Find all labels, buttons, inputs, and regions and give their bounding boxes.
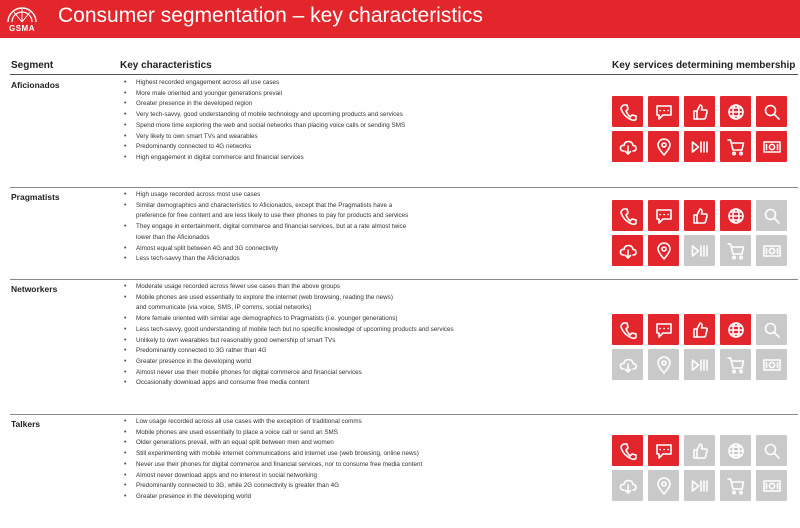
list-item: lower than the Aficionados — [136, 233, 210, 241]
shopping-cart-icon — [720, 349, 751, 380]
list-item: • Almost equal split between 4G and 3G connectivity — [122, 244, 602, 255]
cloud-download-icon — [612, 470, 643, 501]
location-pin-icon — [648, 235, 679, 266]
list-item: • Never use their phones for digital commerce and financial services, nor to consume free media content — [122, 460, 602, 471]
chat-icon — [648, 435, 679, 466]
chat-icon — [648, 314, 679, 345]
list-item: • Predominantly connected to 3G rather than 4G — [122, 346, 602, 357]
header-divider — [10, 74, 798, 75]
thumbs-up-icon — [684, 435, 715, 466]
media-play-icon — [684, 470, 715, 501]
column-header-services: Key services determining membership — [612, 60, 796, 71]
list-item: • Occasionally download apps and consume free media content — [122, 378, 602, 389]
media-play-icon — [684, 131, 715, 162]
column-header-characteristics: Key characteristics — [120, 60, 212, 71]
globe-icon — [720, 200, 751, 231]
section-divider — [10, 187, 798, 188]
characteristics-list — [122, 417, 602, 503]
phone-icon — [612, 200, 643, 231]
list-item: • Almost never download apps and no interest in social networking — [122, 471, 602, 482]
list-item: • Greater presence in the developing world — [122, 357, 602, 368]
list-item: • Almost never use their mobile phones for digital commerce and financial services — [122, 368, 602, 379]
list-item: • High usage recorded across most use cases — [122, 190, 602, 201]
segment-name: Aficionados — [11, 80, 60, 90]
shopping-cart-icon — [720, 131, 751, 162]
media-play-icon — [684, 235, 715, 266]
section-divider — [10, 414, 798, 415]
list-item: • Highest recorded engagement across all use cases — [122, 78, 602, 89]
search-icon — [756, 96, 787, 127]
segment-name: Talkers — [11, 419, 41, 429]
characteristics-list — [122, 282, 602, 389]
chat-icon — [648, 96, 679, 127]
globe-icon — [720, 435, 751, 466]
search-icon — [756, 435, 787, 466]
list-item: • Less tech-savvy than the Aficionados — [122, 254, 602, 265]
page-title: Consumer segmentation – key characteristics — [58, 4, 483, 27]
list-item: • Low usage recorded across all use cases with the exception of traditional comms — [122, 417, 602, 428]
list-item: • Greater presence in the developing world — [122, 492, 602, 503]
cloud-download-icon — [612, 131, 643, 162]
list-item: • Less tech-savvy, good understanding of mobile tech but no specific knowledge of upcoming products and services — [122, 325, 602, 336]
money-icon — [756, 470, 787, 501]
list-item: and communicate (via voice, SMS, IP comms, social networks) — [136, 304, 312, 312]
list-item: • Predominantly connected to 4G networks — [122, 142, 602, 153]
location-pin-icon — [648, 349, 679, 380]
title-bar — [0, 0, 800, 38]
list-item: • Still experimenting with mobile internet communications and internet use (web browsing, online news) — [122, 449, 602, 460]
segment-name: Pragmatists — [11, 192, 60, 202]
characteristics-list — [122, 78, 602, 164]
list-item: • Moderate usage recorded across fewer use cases than the above groups — [122, 282, 602, 293]
list-item: • Unlikely to own wearables but reasonably good ownership of smart TVs — [122, 336, 602, 347]
list-item: • Mobile phones are used essentially to place a voice call or send an SMS — [122, 428, 602, 439]
section-divider — [10, 279, 798, 280]
shopping-cart-icon — [720, 470, 751, 501]
segment-name: Networkers — [11, 284, 58, 294]
money-icon — [756, 235, 787, 266]
phone-icon — [612, 435, 643, 466]
characteristics-list — [122, 190, 602, 265]
list-item: • High engagement in digital commerce and financial services — [122, 153, 602, 164]
list-item: • Predominantly connected to 3G, while 2G connectivity is greater than 4G — [122, 481, 602, 492]
money-icon — [756, 131, 787, 162]
location-pin-icon — [648, 470, 679, 501]
media-play-icon — [684, 349, 715, 380]
globe-icon — [720, 314, 751, 345]
list-item: • Mobile phones are used essentially to explore the internet (web browsing, reading the news) — [122, 293, 602, 304]
chat-icon — [648, 200, 679, 231]
phone-icon — [612, 96, 643, 127]
column-header-segment: Segment — [11, 60, 54, 71]
search-icon — [756, 314, 787, 345]
globe-icon — [720, 96, 751, 127]
search-icon — [756, 200, 787, 231]
list-item: • More male oriented and younger generations prevail — [122, 89, 602, 100]
list-item: • Spend more time exploring the web and social networks than placing voice calls or sending SMS — [122, 121, 602, 132]
logo-text: GSMA — [9, 24, 35, 33]
list-item: preference for free content and are less likely to use their phones to pay for products and services — [136, 212, 409, 220]
list-item: • Similar demographics and characteristics to Aficionados, except that the Pragmatists have a — [122, 201, 602, 212]
list-item: • Greater presence in the developed region — [122, 99, 602, 110]
thumbs-up-icon — [684, 200, 715, 231]
location-pin-icon — [648, 131, 679, 162]
cloud-download-icon — [612, 349, 643, 380]
shopping-cart-icon — [720, 235, 751, 266]
thumbs-up-icon — [684, 314, 715, 345]
phone-icon — [612, 314, 643, 345]
cloud-download-icon — [612, 235, 643, 266]
list-item: • Very tech-savvy, good understanding of mobile technology and upcoming products and services — [122, 110, 602, 121]
money-icon — [756, 349, 787, 380]
list-item: • Older generations prevail, with an equal split between men and women — [122, 438, 602, 449]
list-item: • They engage in entertainment, digital commerce and financial services, but at a rate almost twice — [122, 222, 602, 233]
list-item: • More female oriented with similar age demographics to Pragmatists (i.e. younger generations) — [122, 314, 602, 325]
list-item: • Very likely to own smart TVs and wearables — [122, 132, 602, 143]
thumbs-up-icon — [684, 96, 715, 127]
